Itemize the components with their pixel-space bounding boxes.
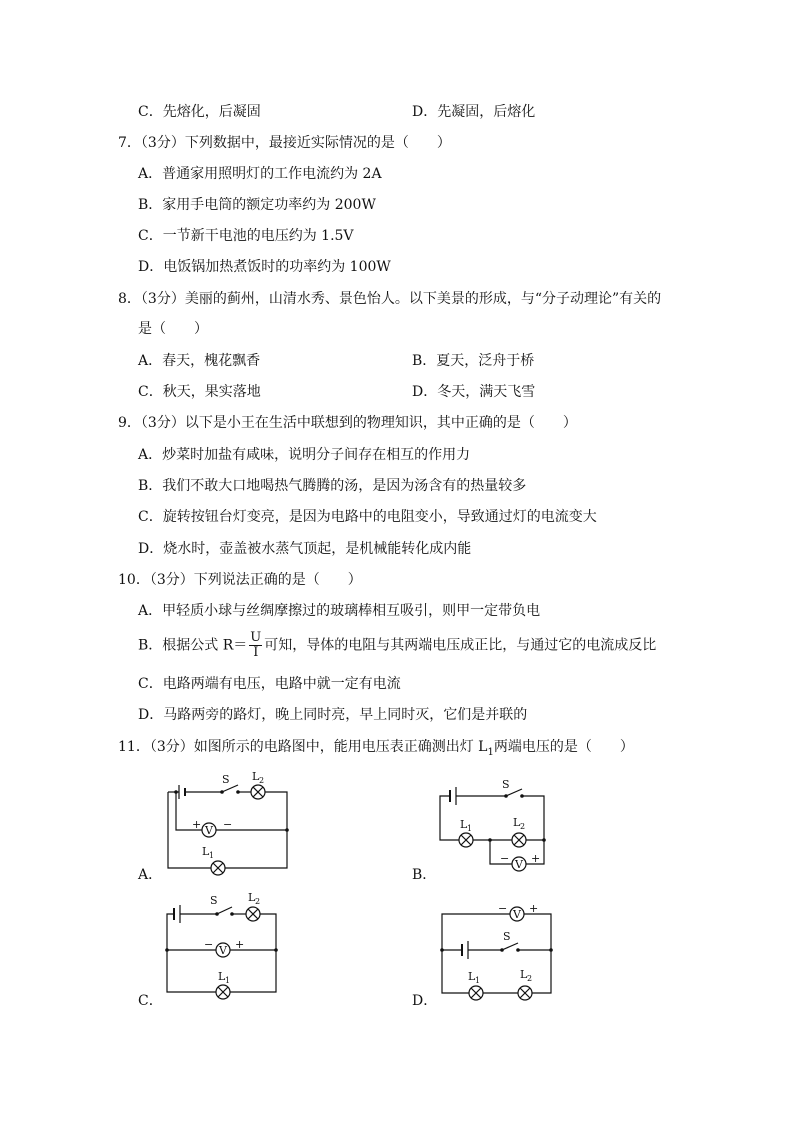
lamp-subscript: 2 bbox=[259, 776, 265, 785]
meter-plus-sign: + bbox=[529, 902, 539, 915]
q9-option-b: B．我们不敢大口地喝热气腾腾的汤，是因为汤含有的热量较多 bbox=[138, 478, 527, 494]
circuit-caption-a: A． bbox=[138, 867, 163, 883]
meter-minus-sign: − bbox=[204, 938, 214, 951]
battery-icon bbox=[179, 785, 185, 799]
lamp-label: L bbox=[248, 891, 256, 904]
lamp-label: L bbox=[460, 818, 468, 831]
lamp-icon bbox=[512, 833, 526, 847]
lamp-icon bbox=[251, 785, 265, 799]
lamp-label: L bbox=[513, 816, 521, 829]
circuit-caption-c: C． bbox=[138, 993, 163, 1009]
lamp-label: L bbox=[468, 970, 476, 983]
circuit-caption-d: D． bbox=[412, 993, 438, 1009]
q10-option-a: A．甲轻质小球与丝绸摩擦过的玻璃棒相互吸引，则甲一定带负电 bbox=[138, 603, 541, 619]
lamp-subscript: 2 bbox=[255, 897, 261, 906]
q6-option-d: D．先凝固，后熔化 bbox=[412, 104, 536, 120]
q8-stem-cont: 是（ ） bbox=[138, 321, 208, 337]
meter-minus-sign: − bbox=[223, 818, 233, 831]
q8-option-d: D．冬天，满天飞雪 bbox=[412, 384, 536, 400]
q10-option-b bbox=[138, 631, 656, 660]
q11-stem-suffix: 两端电压的是（ ） bbox=[493, 739, 634, 755]
meter-plus-sign: + bbox=[531, 852, 541, 865]
q8-option-c: C．秋天，果实落地 bbox=[138, 384, 261, 400]
q10-stem: 10．（3分）下列说法正确的是（ ） bbox=[118, 572, 362, 588]
circuit-diagram-c bbox=[160, 890, 290, 996]
q7-option-d: D．电饭锅加热煮饭时的功率约为 100W bbox=[138, 259, 391, 275]
lamp-label: L bbox=[252, 770, 260, 783]
q7-option-a: A．普通家用照明灯的工作电流约为 2A bbox=[138, 166, 382, 182]
lamp-icon bbox=[216, 985, 230, 999]
lamp-subscript: 2 bbox=[527, 974, 533, 983]
q9-stem: 9．（3分）以下是小王在生活中联想到的物理知识，其中正确的是（ ） bbox=[118, 415, 577, 431]
q7-option-c: C．一节新干电池的电压约为 1.5V bbox=[138, 228, 354, 244]
circuit-diagram-d bbox=[436, 898, 560, 1002]
q10-option-d: D．马路两旁的路灯，晚上同时亮，早上同时灭，它们是并联的 bbox=[138, 707, 528, 723]
lamp-icon bbox=[246, 907, 260, 921]
q7-stem: 7．（3分）下列数据中，最接近实际情况的是（ ） bbox=[118, 135, 451, 151]
fraction-u-over-i bbox=[249, 631, 262, 660]
circuit-diagram-b bbox=[432, 778, 552, 876]
q11-stem-subscript: 1 bbox=[487, 746, 494, 758]
q8-option-b: B．夏天，泛舟于桥 bbox=[412, 353, 535, 369]
q8-stem: 8．（3分）美丽的蓟州，山清水秀、景色怡人。以下美景的形成，与“分子动理论”有关的 bbox=[118, 291, 662, 307]
circuit-diagram-a bbox=[160, 768, 300, 878]
lamp-label: L bbox=[202, 845, 210, 858]
meter-plus-sign: + bbox=[235, 938, 245, 951]
lamp-icon bbox=[211, 861, 225, 875]
circuit-caption-b: B． bbox=[412, 867, 437, 883]
switch-label: S bbox=[210, 894, 218, 907]
meter-letter: V bbox=[205, 824, 213, 837]
meter-plus-sign: + bbox=[192, 818, 202, 831]
q11-stem bbox=[118, 738, 634, 762]
lamp-icon bbox=[459, 833, 473, 847]
switch-label: S bbox=[502, 778, 510, 791]
meter-letter: V bbox=[513, 908, 521, 921]
meter-letter: V bbox=[515, 858, 523, 871]
q9-option-d: D．烧水时，壶盖被水蒸气顶起，是机械能转化成内能 bbox=[138, 541, 472, 557]
meter-letter: V bbox=[219, 944, 227, 957]
meter-minus-sign: − bbox=[498, 902, 508, 915]
q6-option-c: C．先熔化，后凝固 bbox=[138, 104, 261, 120]
battery-icon bbox=[450, 787, 456, 805]
lamp-subscript: 1 bbox=[209, 851, 215, 860]
fraction-numerator: U bbox=[250, 630, 262, 645]
switch-label: S bbox=[503, 930, 511, 943]
q11-stem-prefix: 11．（3分）如图所示的电路图中，能用电压表正确测出灯 L bbox=[118, 739, 488, 755]
lamp-subscript: 1 bbox=[467, 824, 473, 833]
q8-option-a: A．春天，槐花飘香 bbox=[138, 353, 261, 369]
lamp-icon bbox=[518, 986, 532, 1000]
battery-icon bbox=[462, 941, 468, 959]
q10-option-b-suffix: 可知，导体的电阻与其两端电压成正比，与通过它的电流成反比 bbox=[264, 637, 657, 654]
switch-label: S bbox=[222, 773, 230, 786]
fraction-denominator: I bbox=[253, 645, 259, 660]
q9-option-a: A．炒菜时加盐有咸味，说明分子间存在相互的作用力 bbox=[138, 447, 471, 463]
q10-option-b-prefix: B．根据公式 R＝ bbox=[138, 637, 248, 654]
q9-option-c: C．旋转按钮台灯变亮，是因为电路中的电阻变小，导致通过灯的电流变大 bbox=[138, 509, 597, 525]
lamp-label: L bbox=[218, 970, 226, 983]
meter-minus-sign: − bbox=[500, 852, 510, 865]
lamp-subscript: 1 bbox=[225, 976, 231, 985]
q10-option-c: C．电路两端有电压，电路中就一定有电流 bbox=[138, 676, 401, 692]
lamp-icon bbox=[469, 986, 483, 1000]
battery-icon bbox=[174, 905, 180, 923]
lamp-label: L bbox=[520, 968, 528, 981]
q7-option-b: B．家用手电筒的额定功率约为 200W bbox=[138, 197, 376, 213]
lamp-subscript: 1 bbox=[475, 976, 481, 985]
lamp-subscript: 2 bbox=[520, 822, 526, 831]
